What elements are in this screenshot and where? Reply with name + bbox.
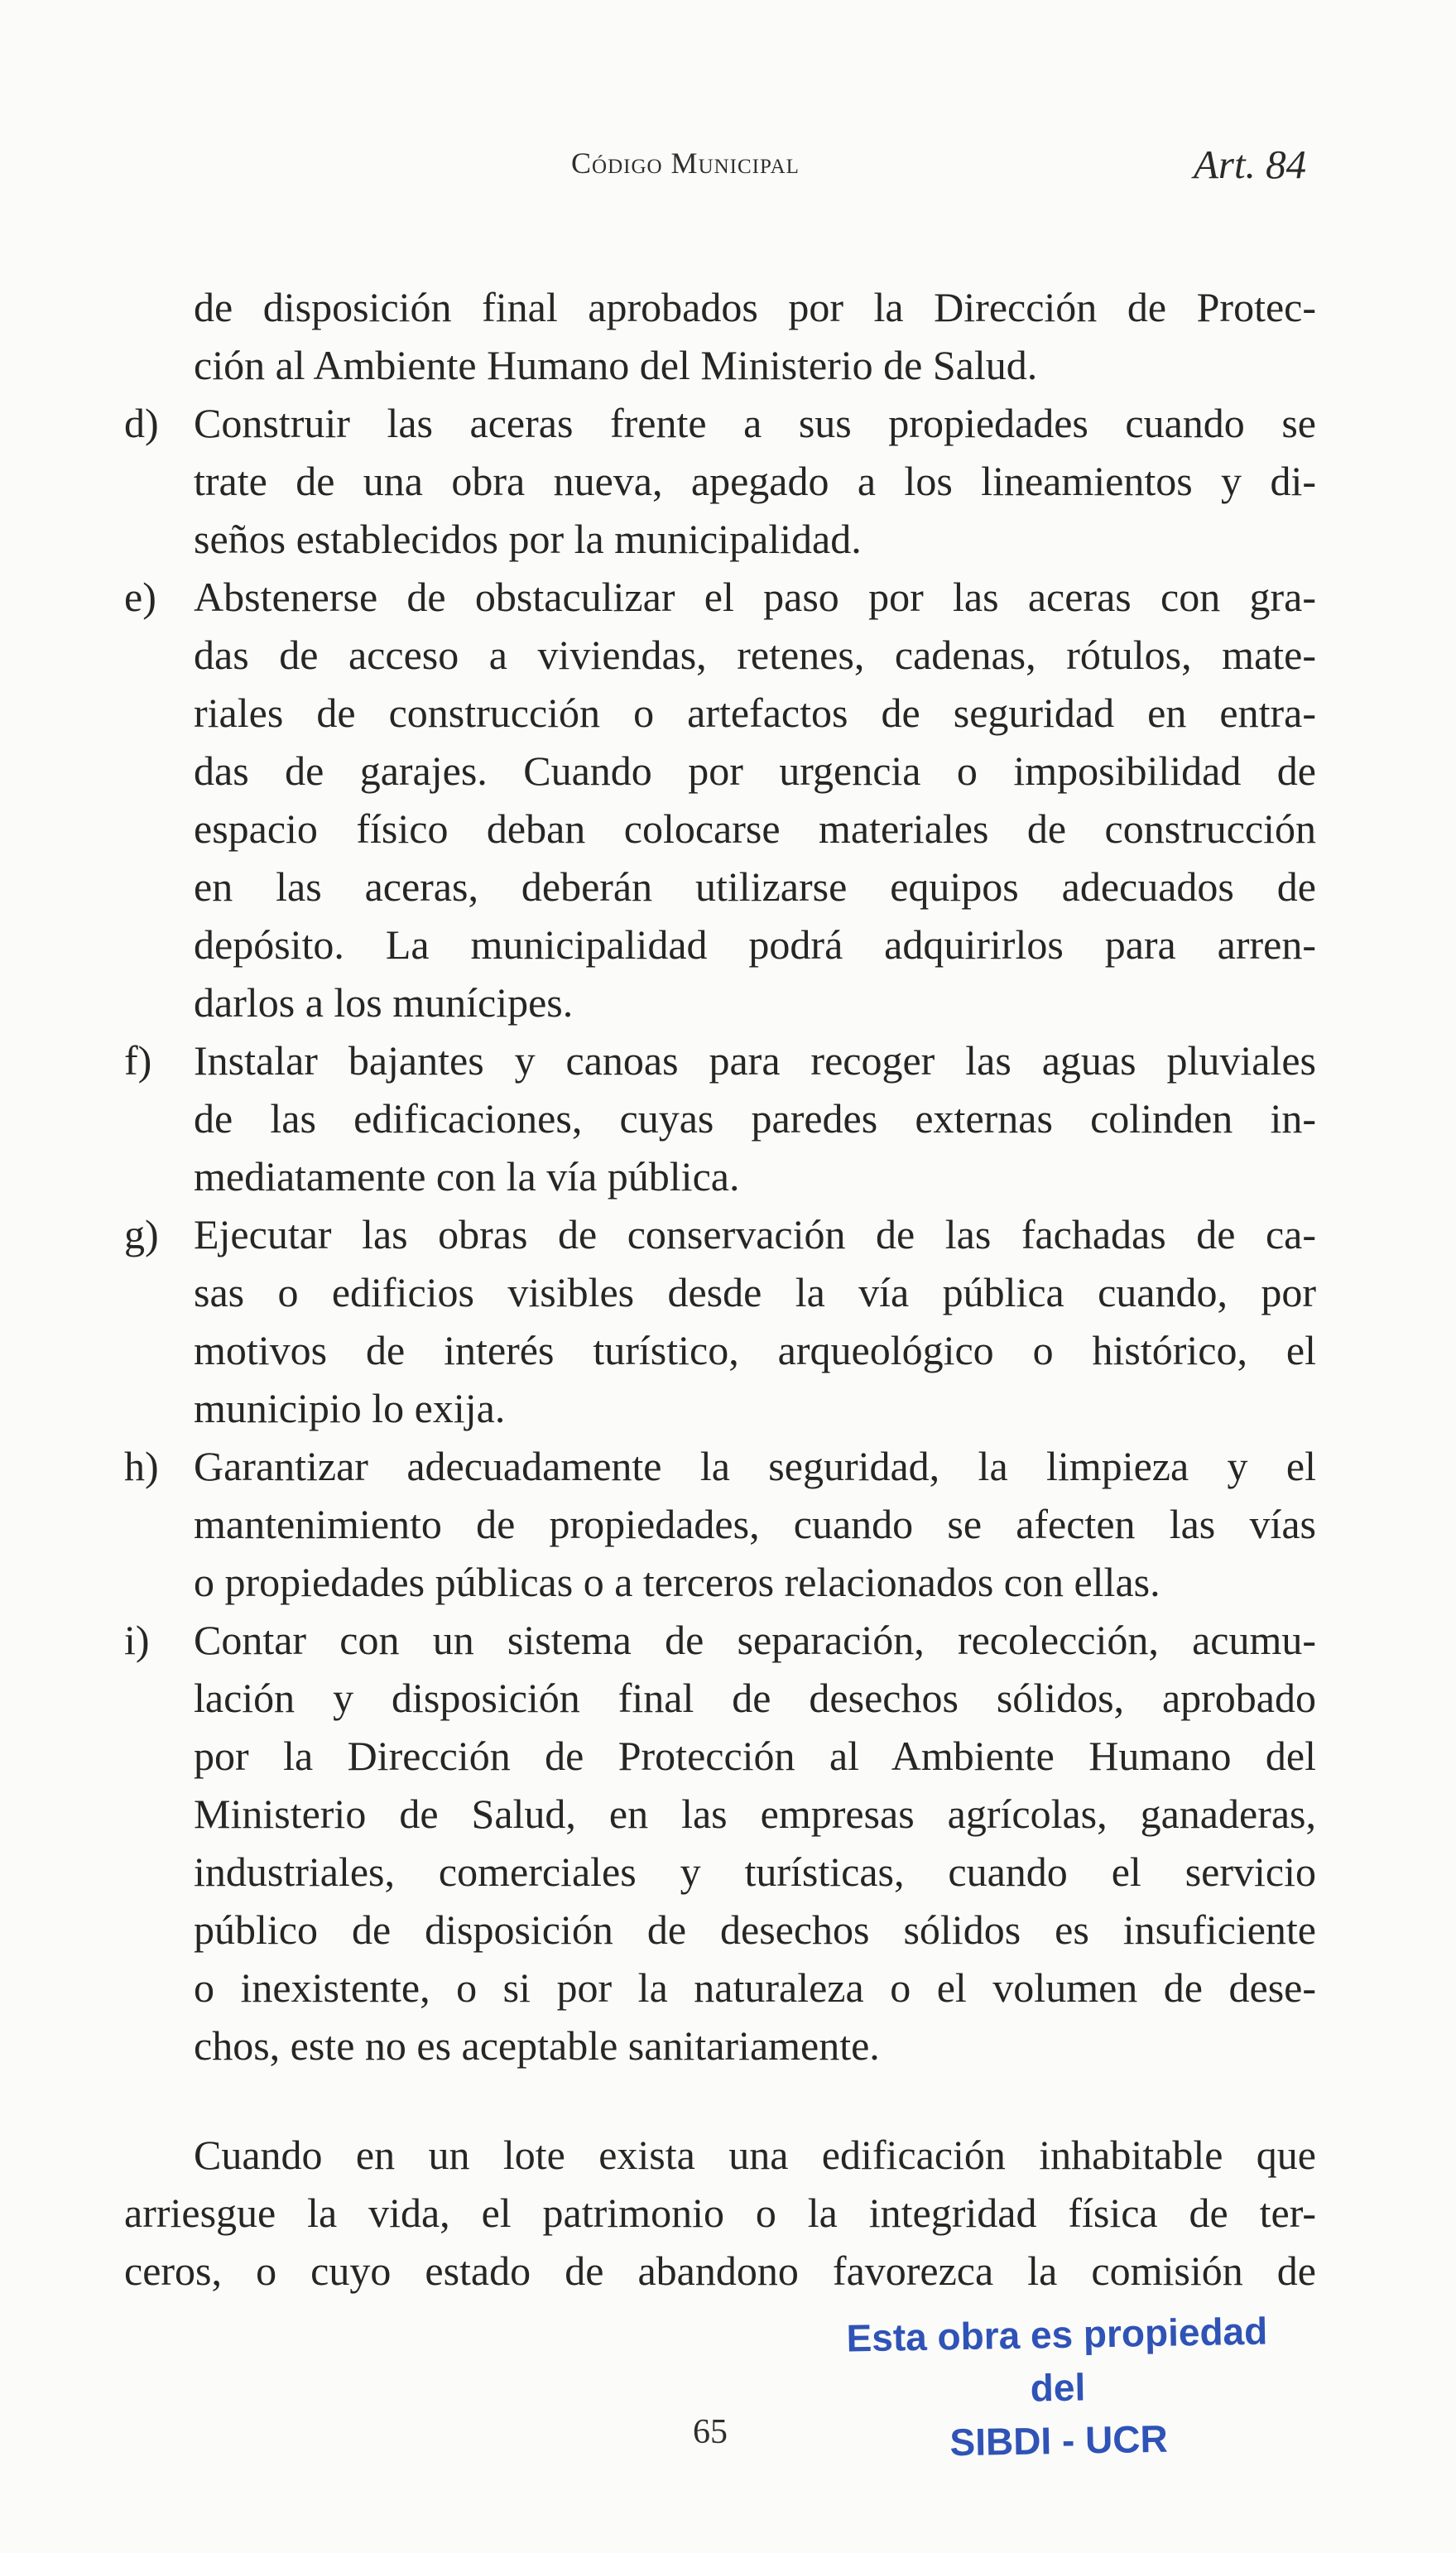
- text-line: de las edificaciones, cuyas paredes externas colinden in-: [194, 1095, 1316, 1142]
- body-text: [124, 278, 1316, 2300]
- text-line: o inexistente, o si por la naturaleza o el volumen de dese-: [194, 1964, 1316, 2011]
- running-title: Código Municipal: [571, 147, 800, 180]
- text-line: o propiedades públicas o a terceros relacionados con ellas.: [194, 1559, 1160, 1605]
- text-line: municipio lo exija.: [194, 1385, 506, 1431]
- stamp-line-2: SIBDI - UCR: [949, 2416, 1169, 2464]
- item-letter: e): [124, 574, 156, 620]
- text-line: público de disposición de desechos sólidos es insuficiente: [194, 1906, 1316, 1953]
- text-line: arriesgue la vida, el patrimonio o la integridad física de ter-: [124, 2190, 1316, 2236]
- text-line: de disposición final aprobados por la Dirección de Protec-: [194, 284, 1316, 330]
- text-line: lación y disposición final de desechos sólidos, aprobado: [194, 1675, 1316, 1721]
- article-number: Art. 84: [1194, 142, 1307, 187]
- text-line: das de acceso a viviendas, retenes, cadenas, rótulos, mate-: [194, 632, 1316, 678]
- text-line: das de garajes. Cuando por urgencia o imposibilidad de: [194, 748, 1316, 794]
- library-stamp: [841, 2304, 1274, 2470]
- item-letter: i): [124, 1617, 150, 1663]
- text-line: Instalar bajantes y canoas para recoger las aguas pluviales: [194, 1037, 1316, 1084]
- page-number: 65: [693, 2413, 728, 2451]
- text-line: Contar con un sistema de separación, recolección, acumu-: [194, 1617, 1316, 1663]
- text-line: mantenimiento de propiedades, cuando se afecten las vías: [194, 1501, 1316, 1547]
- text-line: chos, este no es aceptable sanitariamente.: [194, 2022, 880, 2069]
- text-line: Ejecutar las obras de conservación de las fachadas de ca-: [194, 1211, 1316, 1257]
- list-item-h: [124, 1437, 1316, 1611]
- text-line: Abstenerse de obstaculizar el paso por las aceras con gra-: [194, 574, 1316, 620]
- text-line: depósito. La municipalidad podrá adquirirlos para arren-: [194, 921, 1316, 968]
- text-line: ceros, o cuyo estado de abandono favorezca la comisión de: [124, 2248, 1316, 2294]
- text-line: espacio físico deban colocarse materiales de construcción: [194, 805, 1316, 852]
- text-line: ción al Ambiente Humano del Ministerio de Salud.: [194, 342, 1038, 388]
- text-line: Construir las aceras frente a sus propiedades cuando se: [194, 400, 1316, 446]
- running-head: [0, 142, 1456, 204]
- text-line: mediatamente con la vía pública.: [194, 1153, 740, 1200]
- list-item-f: [124, 1031, 1316, 1205]
- text-line: Cuando en un lote exista una edificación inhabitable que: [194, 2132, 1316, 2178]
- item-letter: f): [124, 1037, 152, 1084]
- text-line: darlos a los munícipes.: [194, 979, 574, 1026]
- text-line: motivos de interés turístico, arqueológico o histórico, el: [194, 1327, 1316, 1373]
- text-line: riales de construcción o artefactos de seguridad en entra-: [194, 690, 1316, 736]
- text-line: Ministerio de Salud, en las empresas agrícolas, ganaderas,: [194, 1791, 1316, 1837]
- text-line: industriales, comerciales y turísticas, cuando el servicio: [194, 1849, 1316, 1895]
- text-line: Garantizar adecuadamente la seguridad, la limpieza y el: [194, 1443, 1316, 1489]
- list-item-d: [124, 394, 1316, 568]
- item-letter: h): [124, 1443, 159, 1489]
- item-letter: d): [124, 400, 159, 446]
- text-line: sas o edificios visibles desde la vía pública cuando, por: [194, 1269, 1316, 1315]
- text-line: por la Dirección de Protección al Ambiente Humano del: [194, 1733, 1316, 1779]
- item-letter: g): [124, 1211, 159, 1257]
- list-item-e: [124, 568, 1316, 1031]
- closing-paragraph: [124, 2126, 1316, 2300]
- stamp-line-1: Esta obra es propiedad del: [846, 2309, 1268, 2410]
- text-line: en las aceras, deberán utilizarse equipos adecuados de: [194, 863, 1316, 910]
- list-item-i: [124, 1611, 1316, 2075]
- text-line: seños establecidos por la municipalidad.: [194, 516, 862, 562]
- text-line: trate de una obra nueva, apegado a los lineamientos y di-: [194, 458, 1316, 504]
- continuation-text: [124, 278, 1316, 394]
- list-item-g: [124, 1205, 1316, 1437]
